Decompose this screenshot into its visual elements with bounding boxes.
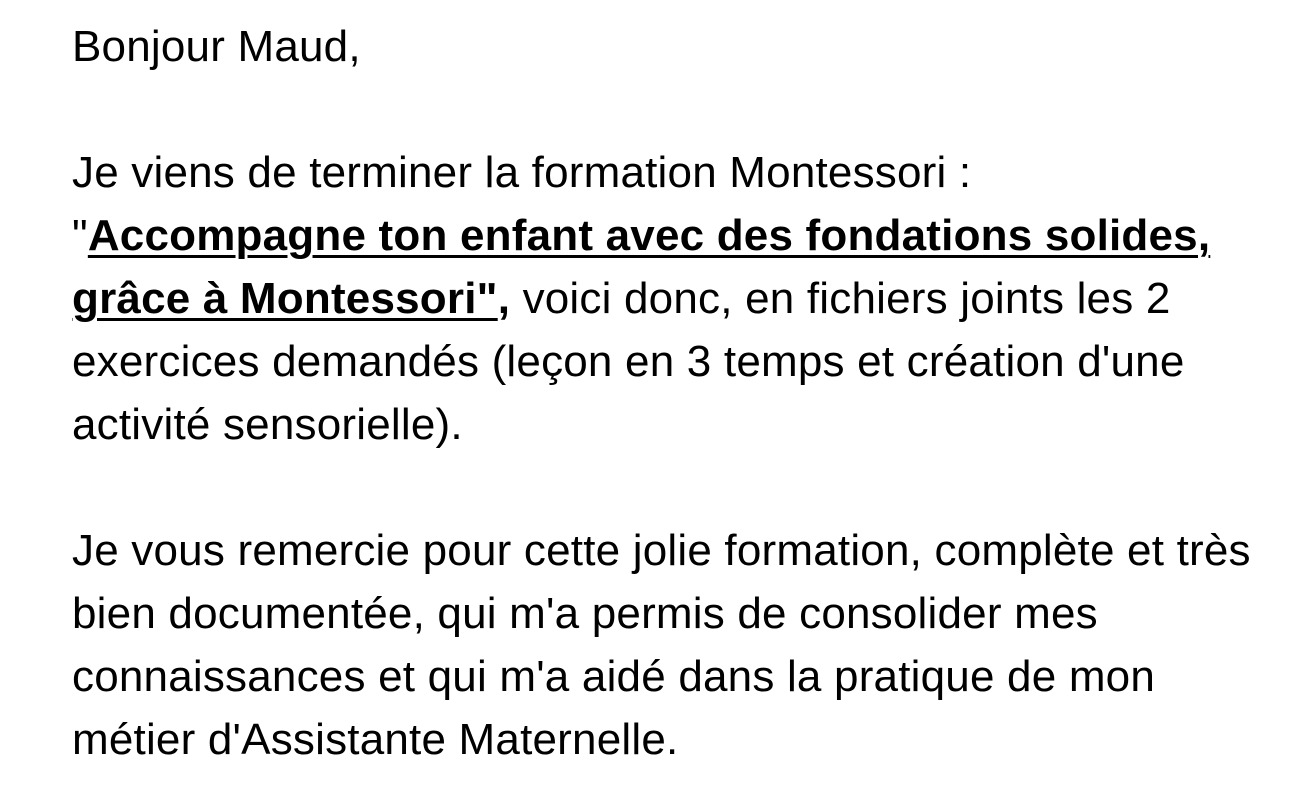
paragraph-spacer [72,78,1272,141]
paragraph-spacer [72,456,1272,519]
paragraph-formation-rest: voici donc, en fichiers joints les 2 exercices demandés (leçon en 3 temps et création d'une activité sensorielle). [72,274,1185,449]
greeting: Bonjour Maud, [72,22,361,71]
course-title-link[interactable]: Accompagne ton enfant avec des fondations solides, grâce à Montessori" [72,211,1211,323]
paragraph-formation-intro: Je viens de terminer la formation Montessori : [72,148,972,197]
paragraph-thanks: Je vous remercie pour cette jolie formation, complète et très bien documentée, qui m'a permis de consolider mes connaissances et qui m'a aidé dans la pratique de mon métier d'Assistante Maternelle. [72,526,1251,764]
email-body [72,15,1272,771]
open-quote: " [72,211,88,260]
bold-comma: , [497,274,511,323]
paragraph-formation [72,141,1272,456]
